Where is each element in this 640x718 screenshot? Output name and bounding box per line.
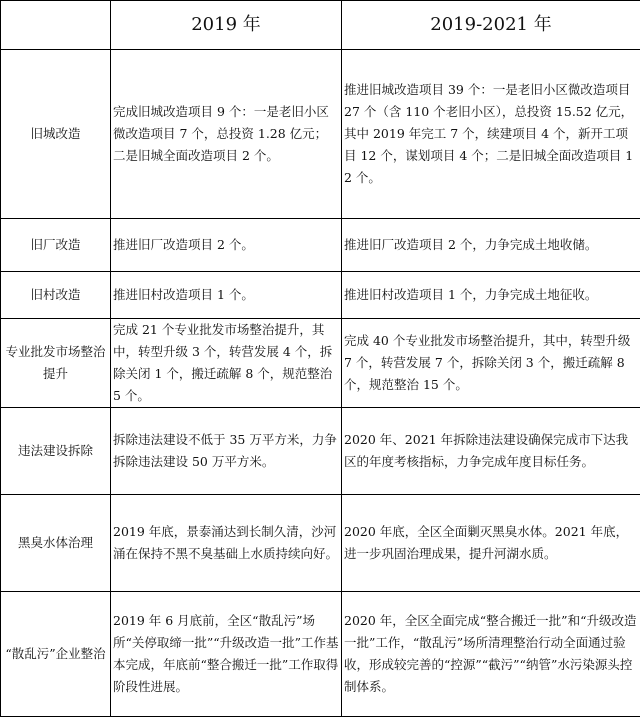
table-row: [1, 408, 640, 495]
row-2019-2021: 推进旧城改造项目 39 个：一是老旧小区微改造项目 27 个（含 110 个老旧小区），总投资 15.52 亿元，其中 2019 年完工 7 个，续建项目 4 个，新开工项目 12 个，谋划项目 4 个；二是旧城全面改造项目 12 个。: [342, 50, 640, 219]
row-2019-2021: 推进旧村改造项目 1 个，力争完成土地征收。: [342, 272, 640, 319]
row-category: 旧厂改造: [1, 219, 111, 272]
row-2019: 推进旧村改造项目 1 个。: [111, 272, 342, 319]
row-2019-2021: 2020 年底，全区全面剿灭黑臭水体。2021 年底，进一步巩固治理成果，提升河湖水质。: [342, 495, 640, 592]
table-row: [1, 272, 640, 319]
row-2019: 2019 年底，景泰涌达到长制久清，沙河涌在保持不黑不臭基础上水质持续向好。: [111, 495, 342, 592]
row-2019-2021: 2020 年、2021 年拆除违法建设确保完成市下达我区的年度考核指标，力争完成年度目标任务。: [342, 408, 640, 495]
row-2019-2021: 完成 40 个专业批发市场整治提升，其中，转型升级 7 个，转营发展 7 个，拆除关闭 3 个，搬迁疏解 8 个，规范整治 15 个。: [342, 319, 640, 408]
row-category: 黑臭水体治理: [1, 495, 111, 592]
header-2019-2021: 2019-2021 年: [342, 1, 640, 50]
header-row: [1, 1, 640, 50]
table-row: [1, 219, 640, 272]
row-category: 专业批发市场整治提升: [1, 319, 111, 408]
header-2019: 2019 年: [111, 1, 342, 50]
row-category: “散乱污”企业整治: [1, 592, 111, 717]
row-2019-2021: 2020 年，全区全面完成“整合搬迁一批”和“升级改造一批”工作，“散乱污”场所清理整治行动全面通过验收，形成较完善的“控源”“截污”“纳管”水污染源头控制体系。: [342, 592, 640, 717]
table-row: [1, 495, 640, 592]
row-category: 旧村改造: [1, 272, 111, 319]
header-blank-cell: [1, 1, 111, 50]
table-row: [1, 592, 640, 717]
row-category: 违法建设拆除: [1, 408, 111, 495]
row-2019: 推进旧厂改造项目 2 个。: [111, 219, 342, 272]
row-2019: 完成 21 个专业批发市场整治提升，其中，转型升级 3 个，转营发展 4 个，拆除关闭 1 个，搬迁疏解 8 个，规范整治 5 个。: [111, 319, 342, 408]
row-2019: 拆除违法建设不低于 35 万平方米，力争拆除违法建设 50 万平方米。: [111, 408, 342, 495]
row-2019: 完成旧城改造项目 9 个：一是老旧小区微改造项目 7 个，总投资 1.28 亿元；二是旧城全面改造项目 2 个。: [111, 50, 342, 219]
table-row: [1, 319, 640, 408]
row-2019: 2019 年 6 月底前，全区“散乱污”场所“关停取缔一批”“升级改造一批”工作基本完成，年底前“整合搬迁一批”工作取得阶段性进展。: [111, 592, 342, 717]
row-2019-2021: 推进旧厂改造项目 2 个，力争完成土地收储。: [342, 219, 640, 272]
row-category: 旧城改造: [1, 50, 111, 219]
table-row: [1, 50, 640, 219]
